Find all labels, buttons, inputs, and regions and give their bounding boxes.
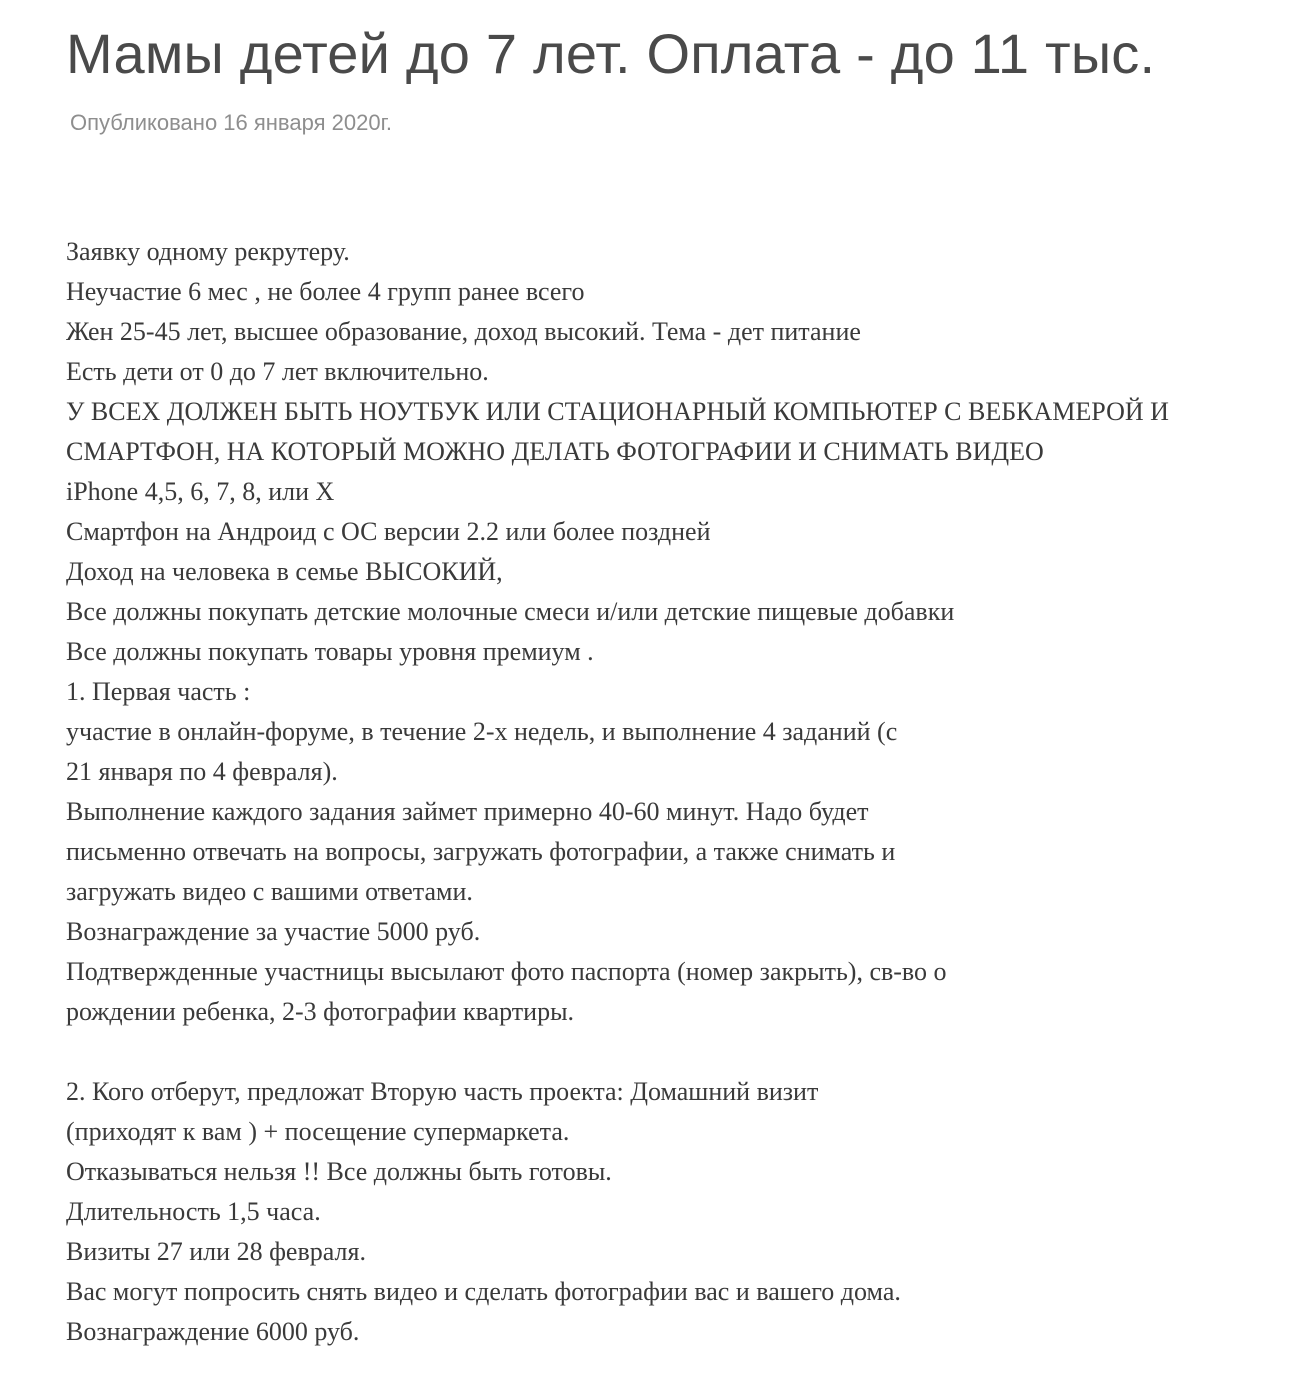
body-line: участие в онлайн-форуме, в течение 2-х недель, и выполнение 4 заданий (с <box>66 717 898 746</box>
body-line: Вознаграждение за участие 5000 руб. <box>66 917 481 946</box>
body-line: письменно отвечать на вопросы, загружать фотографии, а также снимать и <box>66 837 896 866</box>
body-line: У ВСЕХ ДОЛЖЕН БЫТЬ НОУТБУК ИЛИ СТАЦИОНАРНЫЙ КОМПЬЮТЕР С ВЕБКАМЕРОЙ И <box>66 397 1169 426</box>
body-line: рождении ребенка, 2-3 фотографии квартиры. <box>66 997 575 1026</box>
body-line: 1. Первая часть : <box>66 677 251 706</box>
body-line: Заявку одному рекрутеру. <box>66 237 350 266</box>
body-line: Смартфон на Андроид с ОС версии 2.2 или более поздней <box>66 517 711 546</box>
article-body <box>66 232 1266 1352</box>
body-line: iPhone 4,5, 6, 7, 8, или X <box>66 477 335 506</box>
body-line: Визиты 27 или 28 февраля. <box>66 1237 366 1266</box>
body-line: Все должны покупать товары уровня премиум . <box>66 637 594 666</box>
body-line: Подтвержденные участницы высылают фото паспорта (номер закрыть), св-во о <box>66 957 947 986</box>
body-line: Длительность 1,5 часа. <box>66 1197 321 1226</box>
article <box>66 0 1266 1352</box>
body-line: (приходят к вам ) + посещение супермаркета. <box>66 1117 570 1146</box>
body-line: 21 января по 4 февраля). <box>66 757 338 786</box>
body-line: Жен 25-45 лет, высшее образование, доход высокий. Тема - дет питание <box>66 317 861 346</box>
body-line: Вас могут попросить снять видео и сделать фотографии вас и вашего дома. <box>66 1277 901 1306</box>
body-line: загружать видео с вашими ответами. <box>66 877 473 906</box>
body-line: Выполнение каждого задания займет примерно 40-60 минут. Надо будет <box>66 797 869 826</box>
blank-line <box>66 1032 1266 1072</box>
body-line: Неучастие 6 мес , не более 4 групп ранее всего <box>66 277 585 306</box>
page-title: Мамы детей до 7 лет. Оплата - до 11 тыс. <box>66 22 1156 85</box>
body-line: Все должны покупать детские молочные смеси и/или детские пищевые добавки <box>66 597 955 626</box>
body-line: СМАРТФОН, НА КОТОРЫЙ МОЖНО ДЕЛАТЬ ФОТОГРАФИИ И СНИМАТЬ ВИДЕО <box>66 437 1044 466</box>
body-line: Есть дети от 0 до 7 лет включительно. <box>66 357 489 386</box>
body-line: Отказываться нельзя !! Все должны быть готовы. <box>66 1157 612 1186</box>
publish-date: Опубликовано 16 января 2020г. <box>70 110 393 135</box>
body-line: Доход на человека в семье ВЫСОКИЙ, <box>66 557 503 586</box>
body-line: Вознаграждение 6000 руб. <box>66 1317 360 1346</box>
body-line: 2. Кого отберут, предложат Вторую часть проекта: Домашний визит <box>66 1077 819 1106</box>
